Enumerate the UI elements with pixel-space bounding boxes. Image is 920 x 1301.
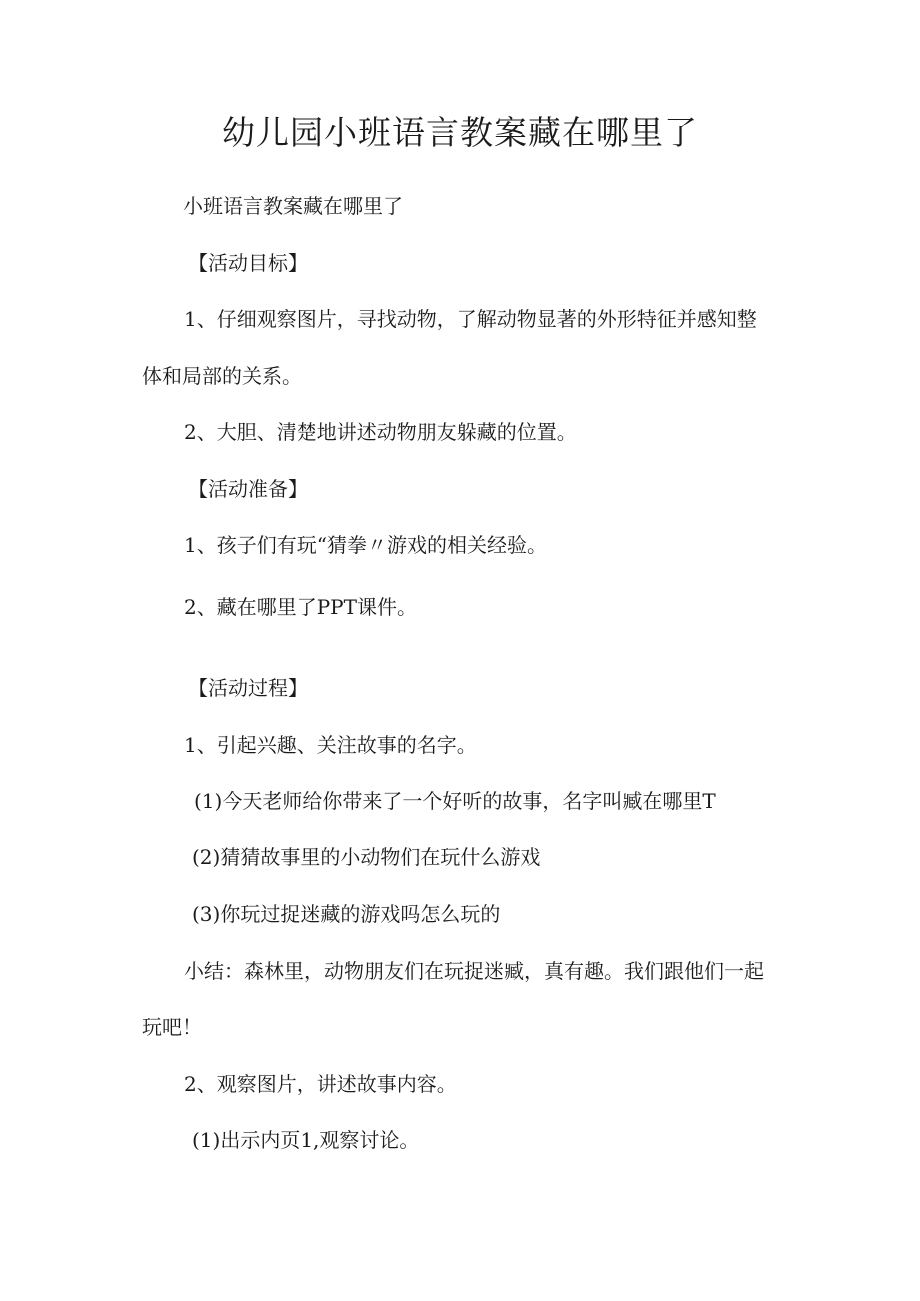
section-heading-goals: 【活动目标】: [188, 251, 308, 275]
section-heading-preparation: 【活动准备】: [188, 477, 308, 501]
paragraph-line: 玩吧！: [142, 1015, 202, 1039]
document-title: 幼儿园小班语言教案藏在哪里了: [222, 113, 698, 152]
paragraph-line: 1、仔细观察图片，寻找动物，了解动物显著的外形特征并感知整: [184, 307, 757, 331]
paragraph-line: 1、引起兴趣、关注故事的名字。: [184, 733, 477, 757]
paragraph-line: 2、大胆、清楚地讲述动物朋友躲藏的位置。: [184, 420, 577, 444]
paragraph-line: 体和局部的关系。: [142, 364, 302, 388]
paragraph-line: (3)你玩过捉迷藏的游戏吗怎么玩的: [192, 902, 501, 926]
paragraph-line: 1、孩子们有玩“猜拳〃游戏的相关经验。: [184, 533, 547, 557]
paragraph-line: (1)出示内页1,观察讨论。: [192, 1128, 420, 1152]
subtitle-line: 小班语言教案藏在哪里了: [183, 194, 403, 218]
paragraph-line: 2、藏在哪里了PPT课件。: [184, 595, 417, 619]
paragraph-line: 小结：森林里，动物朋友们在玩捉迷臧，真有趣。我们跟他们一起: [184, 959, 764, 983]
paragraph-line: 2、观察图片，讲述故事内容。: [184, 1072, 457, 1096]
section-heading-process: 【活动过程】: [188, 676, 308, 700]
paragraph-line: (1)今天老师给你带来了一个好听的故事，名字叫臧在哪里T: [194, 789, 716, 813]
paragraph-line: (2)猜猜故事里的小动物们在玩什么游戏: [192, 845, 541, 869]
